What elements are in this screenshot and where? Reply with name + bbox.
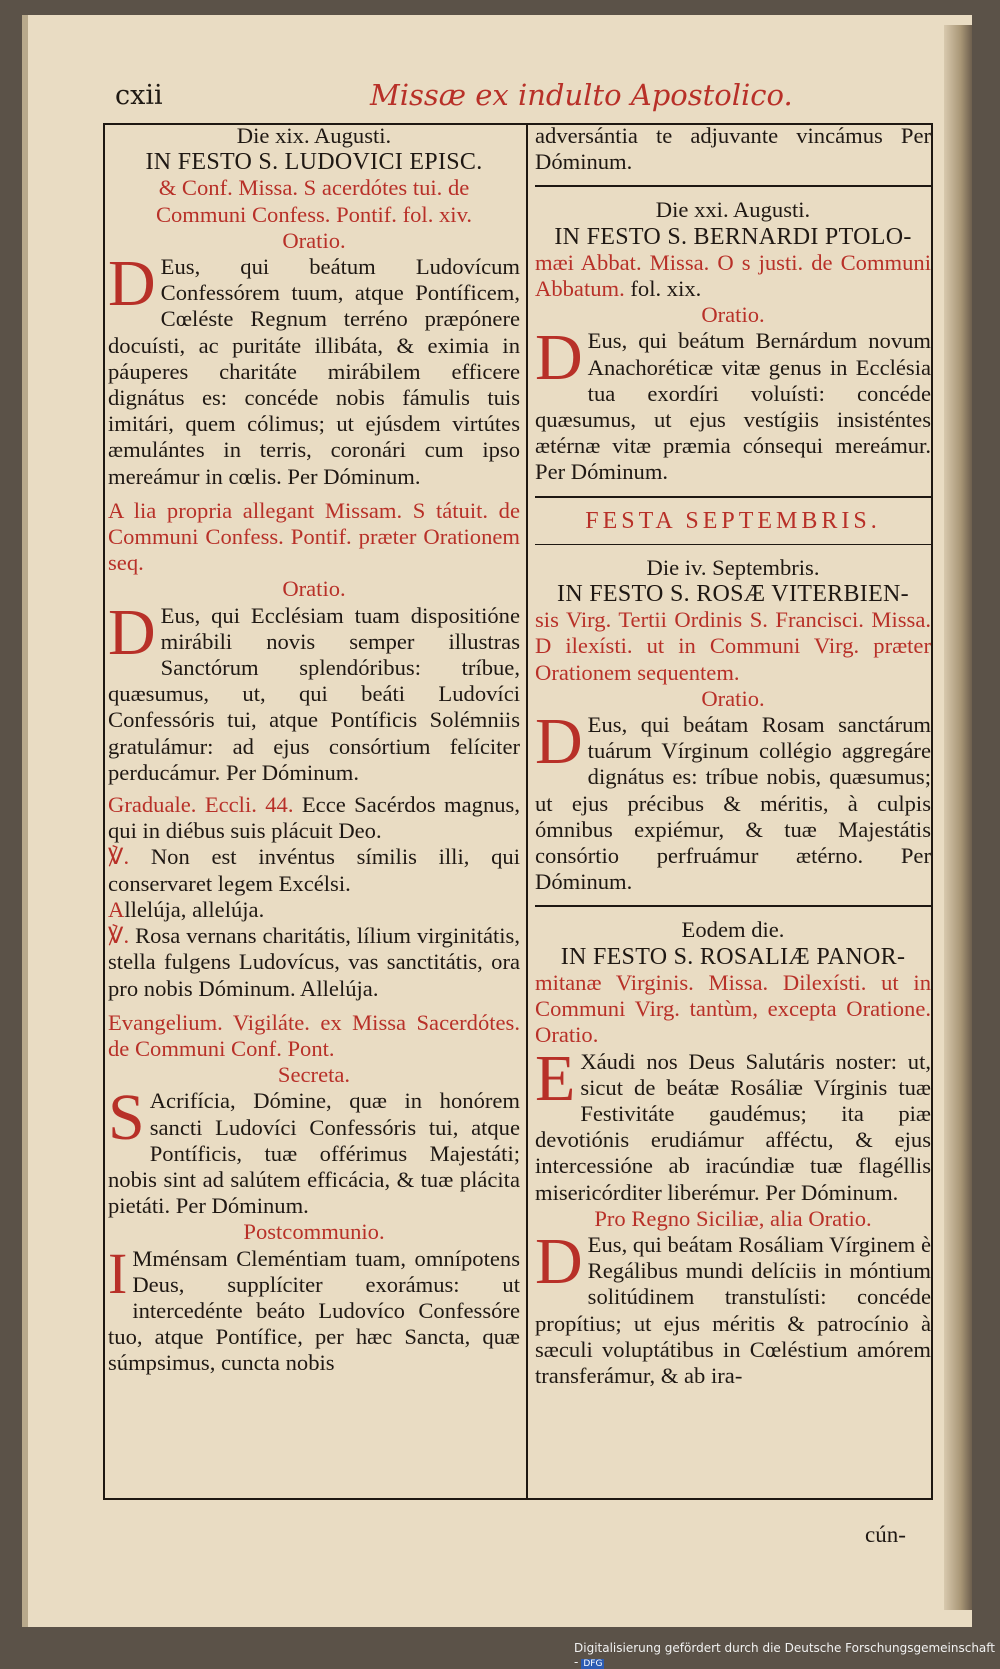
date-heading: Die xxi. Augusti.: [655, 197, 811, 223]
date-heading: Eodem die.: [681, 917, 785, 943]
feast-heading: IN FESTO S. BERNARDI PTOLO-: [554, 223, 912, 250]
feast-heading: IN FESTO S. ROSALIÆ PANOR-: [560, 943, 906, 970]
prayer-text: Eus, qui beátum Ludovícum Confessórem tuum, atque Pontíficem, Cœléste Regnum terréno præpónere docuísti, ac puritáte illibáta, & eximia in páuperes charitáte mirábilem efficere dignátus es: concéde nobis fámulis tuis imitári, quem cólimus; ut ejúsdem virtútes æmulántes in terris, coronári cum ipso mereámur in cœlis. Per Dóminum.: [108, 254, 520, 489]
secreta-heading: Secreta.: [277, 1062, 351, 1088]
rubric-text: mitanæ Virginis. Missa. Dilexísti.: [535, 969, 867, 995]
rubric: A lia propria allegant Missam. S tátuit. de Communi Confess. Pontif. præter Orationem seq.: [108, 497, 520, 576]
oratio-heading: Oratio.: [701, 685, 765, 711]
rubric: Pro Regno Siciliæ, alia Oratio.: [594, 1205, 872, 1231]
drop-initial: S: [108, 1081, 145, 1155]
prayer-paragraph: [535, 1224, 931, 1389]
feast-heading: IN FESTO S. ROSÆ VITERBIEN-: [557, 581, 909, 608]
versicle-text: Non est invéntus símilis illi, qui conservaret legem Excélsi.: [108, 844, 520, 896]
alleluia-initial: A: [108, 896, 125, 922]
versicle-mark: ℣.: [108, 844, 130, 870]
rubric: & Conf. Missa. S acerdótes tui. de: [158, 175, 470, 201]
oratio-heading: Oratio.: [282, 576, 346, 602]
page-number: cxii: [115, 80, 163, 111]
drop-initial: D: [535, 1224, 583, 1298]
date-heading: Die iv. Septembris.: [646, 554, 820, 580]
prayer-text: Mménsam Cleméntiam tuam, omnípotens Deus, supplíciter exorámus: ut intercedénte beáto Ludovíco Confessóre tuo, atque Pontífice, per hæc Sancta, quæ súmpsimus, cuncta nobis: [108, 1245, 520, 1376]
prayer-text: Eus, qui beátam Rosáliam Vírginem è Regálibus mundi delíciis in móntium solitúdinem transtulísti: concéde propítius; ut ejus méritis & patrocínio à sæculi voluptátibus in Cœléstium amórem transferámur, & ab ira-: [535, 1231, 931, 1388]
prayer-paragraph: [108, 1240, 520, 1377]
folio-ref: fol. xix.: [630, 276, 702, 302]
drop-initial: D: [535, 705, 583, 779]
rubric: Evangelium. Vigiláte. ex Missa Sacerdótes. de Communi Conf. Pont.: [108, 1009, 520, 1061]
date-heading: Die xix. Augusti.: [236, 123, 392, 148]
month-heading: FESTA SEPTEMBRIS.: [585, 507, 881, 534]
versicle-text: Rosa vernans charitátis, lílium virginitátis, stella fulgens Ludovícus, vas sanctitátis, ora pro nobis Dóminum. Allelúja.: [108, 923, 520, 1001]
prayer-paragraph: [108, 1081, 520, 1219]
graduale-text: Ecce Sacérdos magnus, qui in diébus suis plácuit Deo.: [108, 792, 520, 844]
prayer-text: Eus, qui beátum Bernárdum novum Anachoréticæ vitæ genus in Ecclésia tua exordíri voluísti: concéde quæsumus, ut ejus vestígiis insisténtes ætérnæ vitæ præmia cónsequi mereámur. Per Dóminum.: [535, 328, 931, 485]
section-rule: [535, 905, 931, 907]
prayer-text: Eus, qui Ecclésiam tuam dispositióne mirábili novis semper illustras Sanctórum splendóribus: tríbue, quæsumus, ut, qui beáti Ludovíci Confessóris tui, atque Pontíficis Solémniis gratulámur: ad ejus consórtium felíciter perducámur. Per Dóminum.: [108, 602, 520, 785]
prayer-paragraph: [535, 321, 931, 485]
drop-initial: E: [535, 1041, 576, 1115]
prayer-text: Xáudi nos Deus Salutáris noster: ut, sicut de beátæ Rosáliæ Vírginis tuæ Festivitáte gaudémus; ita piæ devotiónis erudiámur afféctu, & ejus intercessióne ab iracúndiæ tuæ flagéllis misericórditer liberémur. Per Dóminum.: [535, 1048, 931, 1205]
section-rule: [535, 185, 931, 187]
feast-heading: IN FESTO S. LUDOVICI EPISC.: [145, 149, 483, 176]
graduale-label: Graduale. Eccli. 44.: [108, 792, 294, 818]
versicle: [108, 923, 520, 1002]
prayer-text: Eus, qui beátam Rosam sanctárum tuárum Vírginum collégio aggregáre dignátus es: tríbue nobis, quæsumus; ut ejus précibus & méritis, à culpis ómnibus expiémur, & tuæ Majestátis consórtio perfruámur ætérno. Per Dóminum.: [535, 712, 931, 895]
drop-initial: I: [108, 1240, 128, 1306]
credit-text: Digitalisierung gefördert durch die Deutsche Forschungsgemeinschaft -: [574, 1641, 996, 1669]
postcommunio-heading: Postcommunio.: [243, 1219, 385, 1245]
dfg-logo: DFG: [583, 1659, 603, 1669]
drop-initial: D: [108, 247, 156, 321]
continuation-text: adversántia te adjuvante vincámus Per Dóminum.: [535, 123, 931, 175]
alleluia: [108, 897, 520, 923]
graduale: [108, 792, 520, 844]
running-title: Missæ ex indulto Apostolico.: [370, 78, 793, 112]
prayer-paragraph: [535, 1041, 931, 1206]
oratio-heading: Oratio.: [535, 1022, 599, 1048]
digitization-credit: [574, 1641, 1000, 1669]
drop-initial: D: [108, 595, 156, 669]
rubric: [535, 250, 931, 302]
alleluia-text: llelúja, allelúja.: [124, 896, 265, 922]
versicle: [108, 844, 520, 896]
page-edge: [944, 25, 972, 1610]
section-rule: [535, 496, 931, 498]
prayer-paragraph: [108, 595, 520, 786]
catchword: cún-: [865, 1522, 906, 1547]
rubric-text: ut in Communi Virg. tantùm, excepta Oratione.: [535, 969, 931, 1022]
rubric: sis Virg. Tertii Ordinis S. Francisci. Missa. D ilexísti. ut in Communi Virg. præter Orationem sequentem.: [535, 607, 931, 685]
section-rule: [535, 544, 931, 545]
rubric-text: mæi Abbat. Missa. O s justi. de Communi Abbatum.: [535, 249, 931, 302]
prayer-text: Acrifícia, Dómine, quæ in honórem sancti Ludovíci Confessóris tui, atque Pontíficis, tuæ offérimus Majestáti; nobis sint ad salútem efficácia, & tuæ plácita pietáti. Per Dóminum.: [108, 1088, 520, 1219]
prayer-paragraph: [108, 247, 520, 490]
column-divider: [526, 123, 528, 1500]
rubric: [535, 970, 931, 1049]
prayer-paragraph: [535, 705, 931, 895]
drop-initial: D: [535, 321, 583, 395]
left-column: [108, 123, 520, 1377]
oratio-heading: Oratio.: [282, 227, 346, 253]
oratio-heading: Oratio.: [701, 302, 765, 328]
rubric: Communi Confess. Pontif. fol. xiv.: [155, 201, 473, 227]
versicle-mark: ℣.: [108, 923, 130, 949]
right-column: [535, 123, 931, 1389]
